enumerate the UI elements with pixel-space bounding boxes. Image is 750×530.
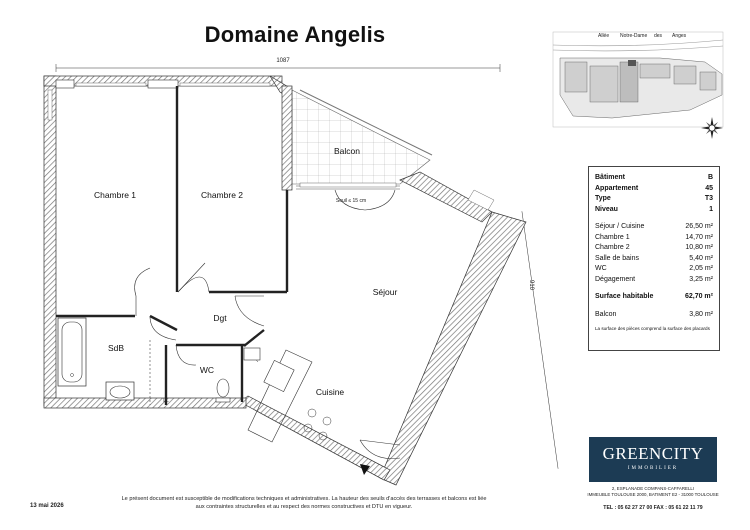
door-swings bbox=[135, 190, 400, 459]
info-value: 2,05 m² bbox=[689, 265, 713, 272]
info-row bbox=[595, 275, 713, 286]
dimension-top bbox=[56, 58, 500, 72]
document-date: 13 mai 2026 bbox=[30, 503, 64, 509]
address-line-2: IMMEUBLE TOULOUSE 2000, BATIMENT E2 - 31000 TOULOUSE bbox=[587, 491, 719, 497]
info-row bbox=[595, 233, 713, 244]
info-label: Salle de bains bbox=[595, 254, 639, 262]
info-label: Balcon bbox=[595, 310, 617, 318]
balcony bbox=[292, 90, 432, 189]
info-label: Chambre 1 bbox=[595, 233, 630, 241]
info-value: 26,50 m² bbox=[685, 223, 713, 230]
info-value: B bbox=[707, 174, 713, 181]
info-value: 5,40 m² bbox=[689, 254, 713, 262]
info-value: 10,80 m² bbox=[685, 244, 713, 251]
company-address bbox=[572, 486, 734, 497]
ll-label: LL bbox=[163, 398, 169, 404]
info-row bbox=[595, 243, 713, 254]
dimension-right bbox=[522, 211, 558, 468]
logo-sub: IMMOBILIER bbox=[627, 466, 679, 471]
greencity-logo bbox=[589, 437, 717, 482]
bathtub bbox=[58, 318, 86, 386]
info-label: Séjour / Cuisine bbox=[595, 223, 645, 230]
dimension-right-label: 910 bbox=[528, 279, 534, 291]
info-value: 62,70 m² bbox=[684, 293, 713, 300]
room-label-cuisine: Cuisine bbox=[315, 387, 345, 397]
disclaimer-line-1: Le présent document est susceptible de modifications techniques et administratives. La hauteur des seuils d'accès des terrasses et balcons est liée bbox=[121, 496, 487, 502]
info-row bbox=[595, 205, 713, 216]
room-label-balcon: Balcon bbox=[334, 146, 360, 156]
info-value: T3 bbox=[704, 195, 713, 202]
room-label-sdb: SdB bbox=[107, 343, 125, 353]
info-row bbox=[595, 254, 713, 265]
info-label: Niveau bbox=[595, 205, 618, 213]
info-balcon-row bbox=[595, 310, 713, 321]
address-line-1: 2, ESPLANADE COMPANS-CAFFARELLI bbox=[611, 486, 695, 491]
info-row bbox=[595, 194, 713, 205]
info-value: 3,80 m² bbox=[689, 310, 713, 318]
company-phones: TEL : 05 62 27 27 00 FAX : 05 61 22 11 79 bbox=[603, 505, 703, 511]
bathroom-sink bbox=[106, 382, 134, 400]
info-label: Chambre 2 bbox=[595, 244, 630, 251]
room-label-wc: WC bbox=[199, 365, 215, 375]
info-row bbox=[595, 264, 713, 275]
page-title: Domaine Angelis bbox=[204, 22, 386, 47]
locator-street-3: des bbox=[654, 33, 663, 39]
room-label-dgt: Dgt bbox=[213, 313, 227, 323]
info-row bbox=[595, 184, 713, 195]
info-total-row bbox=[595, 292, 713, 303]
apartment-info-table bbox=[588, 166, 720, 351]
info-value: 1 bbox=[709, 205, 713, 213]
info-value: 3,25 m² bbox=[689, 275, 713, 283]
info-note: La surface des pièces comprend la surface des placards bbox=[595, 326, 710, 331]
locator-map bbox=[553, 32, 723, 127]
disclaimer-line-2: aux contraintes structurelles et au respect des normes constructives et DTU en vigueur. bbox=[195, 503, 413, 510]
info-label: Type bbox=[595, 195, 611, 202]
info-value: 14,70 m² bbox=[685, 233, 713, 241]
room-label-chambre-1: Chambre 1 bbox=[93, 190, 137, 200]
locator-street-1: Allée bbox=[598, 33, 610, 39]
info-label: Surface habitable bbox=[595, 293, 654, 300]
toilet bbox=[216, 348, 260, 402]
info-label: Dégagement bbox=[595, 275, 636, 283]
locator-street-2: Notre-Dame bbox=[620, 33, 648, 39]
disclaimer bbox=[98, 496, 510, 511]
room-label-chambre-2: Chambre 2 bbox=[200, 190, 244, 200]
logo-brand: GREENCITY bbox=[602, 444, 704, 463]
locator-street-4: Anges bbox=[672, 33, 687, 39]
room-label-sejour: Séjour bbox=[372, 287, 398, 297]
info-row bbox=[595, 222, 713, 233]
dimension-top-label: 1087 bbox=[276, 58, 290, 64]
seuil-note: Seuil ≤ 15 cm bbox=[335, 198, 367, 204]
info-row bbox=[595, 173, 713, 184]
info-value: 45 bbox=[705, 184, 713, 192]
info-label: Bâtiment bbox=[595, 174, 625, 181]
info-label: Appartement bbox=[595, 184, 639, 192]
outer-walls bbox=[44, 76, 526, 485]
info-label: WC bbox=[595, 265, 607, 272]
